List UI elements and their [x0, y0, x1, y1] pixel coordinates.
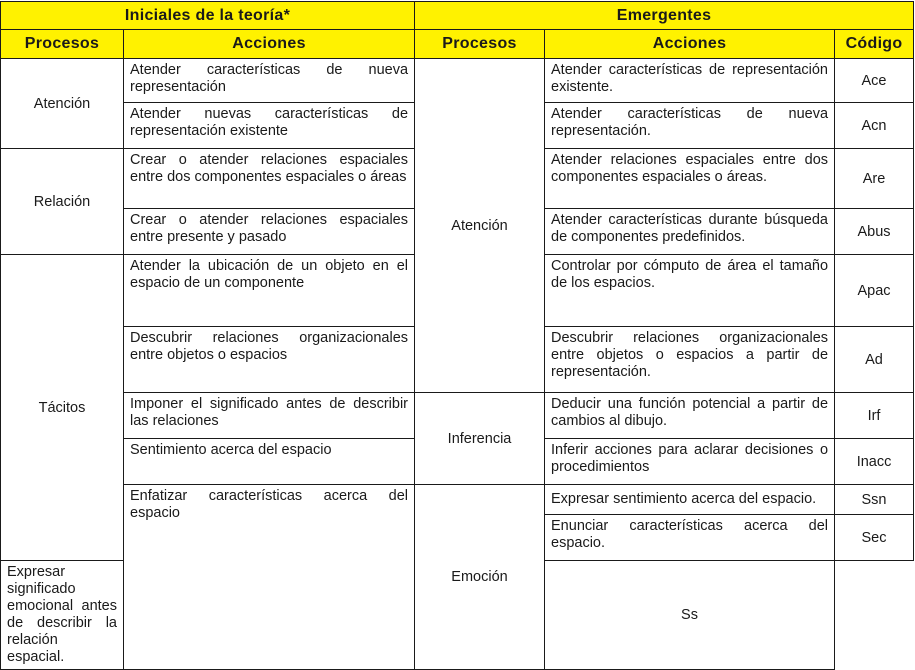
code-cell: Ssn	[835, 485, 914, 515]
left-action-cell: Enfatizar características acerca del espacio	[124, 485, 415, 670]
left-action-cell: Descubrir relaciones organizacionales entre objetos o espacios	[124, 327, 415, 393]
column-header-left-actions: Acciones	[124, 30, 415, 59]
right-process-emotion: Emoción	[415, 485, 545, 670]
code-cell: Ad	[835, 327, 914, 393]
code-cell: Apac	[835, 255, 914, 327]
left-process-relation: Relación	[1, 149, 124, 255]
code-cell: Sec	[835, 515, 914, 561]
right-action-cell: Atender características de representación existente.	[545, 59, 835, 103]
left-action-cell: Crear o atender relaciones espaciales entre dos componentes espaciales o áreas	[124, 149, 415, 209]
code-cell: Ss	[545, 561, 835, 670]
left-action-cell: Crear o atender relaciones espaciales entre presente y pasado	[124, 209, 415, 255]
right-action-cell: Enunciar características acerca del espacio.	[545, 515, 835, 561]
left-process-tacit: Tácitos	[1, 255, 124, 561]
left-action-cell: Atender nuevas características de representación existente	[124, 103, 415, 149]
right-action-cell: Atender relaciones espaciales entre dos componentes espaciales o áreas.	[545, 149, 835, 209]
code-cell: Inacc	[835, 439, 914, 485]
column-header-right-actions: Acciones	[545, 30, 835, 59]
code-cell: Ace	[835, 59, 914, 103]
right-process-attention: Atención	[415, 59, 545, 393]
table-row	[1, 59, 914, 103]
code-cell: Acn	[835, 103, 914, 149]
column-header-code: Código	[835, 30, 914, 59]
right-process-inference: Inferencia	[415, 393, 545, 485]
left-action-cell: Sentimiento acerca del espacio	[124, 439, 415, 485]
right-action-cell: Expresar sentimiento acerca del espacio.	[545, 485, 835, 515]
table-row	[1, 393, 914, 439]
group-header-initial-theory: Iniciales de la teoría*	[1, 2, 415, 30]
right-action-cell: Atender características durante búsqueda de componentes predefinidos.	[545, 209, 835, 255]
code-cell: Abus	[835, 209, 914, 255]
code-cell: Irf	[835, 393, 914, 439]
left-process-attention: Atención	[1, 59, 124, 149]
column-header-left-processes: Procesos	[1, 30, 124, 59]
right-action-cell: Deducir una función potencial a partir de cambios al dibujo.	[545, 393, 835, 439]
left-action-cell: Imponer el significado antes de describir las relaciones	[124, 393, 415, 439]
code-cell: Are	[835, 149, 914, 209]
right-action-cell: Atender características de nueva representación.	[545, 103, 835, 149]
right-action-cell: Expresar significado emocional antes de describir la relación espacial.	[1, 561, 124, 670]
left-action-cell: Atender la ubicación de un objeto en el espacio de un componente	[124, 255, 415, 327]
group-header-emergent: Emergentes	[415, 2, 914, 30]
right-action-cell: Controlar por cómputo de área el tamaño de los espacios.	[545, 255, 835, 327]
right-action-cell: Inferir acciones para aclarar decisiones o procedimientos	[545, 439, 835, 485]
column-header-right-processes: Procesos	[415, 30, 545, 59]
table-row	[1, 485, 914, 515]
left-action-cell: Atender características de nueva representación	[124, 59, 415, 103]
right-action-cell: Descubrir relaciones organizacionales entre objetos o espacios a partir de representación.	[545, 327, 835, 393]
processes-actions-table	[0, 1, 914, 670]
